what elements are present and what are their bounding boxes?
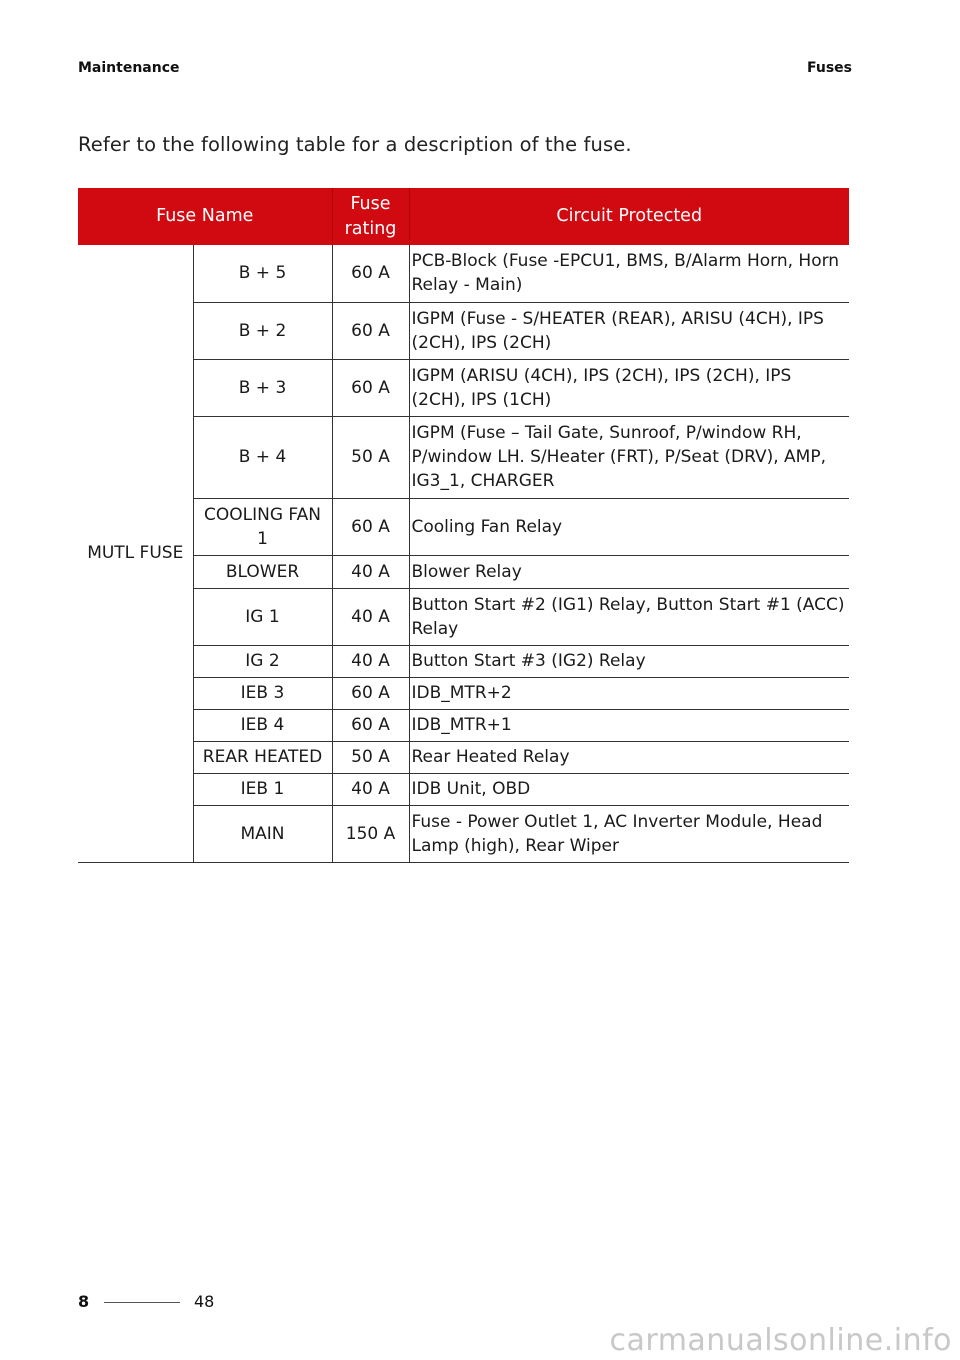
- footer-section-number: 8: [78, 1292, 90, 1311]
- fuse-rating-cell: 60 A: [332, 302, 409, 359]
- fuse-rating-cell: 60 A: [332, 245, 409, 302]
- circuit-cell: PCB-Block (Fuse -EPCU1, BMS, B/Alarm Horn, Horn Relay - Main): [409, 245, 849, 302]
- running-header-topic: Fuses: [807, 60, 852, 76]
- fuse-rating-cell: 40 A: [332, 773, 409, 805]
- intro-text: Refer to the following table for a description of the fuse.: [78, 133, 632, 156]
- table-row: [78, 302, 849, 359]
- fuse-name-cell: IG 1: [193, 588, 332, 645]
- table-header-row: [78, 188, 849, 245]
- circuit-cell: IGPM (Fuse – Tail Gate, Sunroof, P/window RH, P/window LH. S/Heater (FRT), P/Seat (DRV), AMP, IG3_1, CHARGER: [409, 416, 849, 498]
- fuse-name-cell: IG 2: [193, 645, 332, 677]
- column-header-circuit-protected: Circuit Protected: [409, 188, 849, 245]
- fuse-rating-cell: 60 A: [332, 677, 409, 709]
- circuit-cell: IGPM (Fuse - S/HEATER (REAR), ARISU (4CH), IPS (2CH), IPS (2CH): [409, 302, 849, 359]
- fuse-name-cell: IEB 1: [193, 773, 332, 805]
- fuse-name-cell: COOLING FAN 1: [193, 498, 332, 555]
- watermark: carmanualsonline.info: [609, 1323, 952, 1358]
- group-label-mutl-fuse: MUTL FUSE: [78, 245, 193, 862]
- table-row: [78, 416, 849, 498]
- fuse-name-cell: B + 2: [193, 302, 332, 359]
- footer-page-number: 48: [194, 1292, 215, 1311]
- column-header-fuse-rating: Fuse rating: [332, 188, 409, 245]
- fuse-name-cell: BLOWER: [193, 555, 332, 588]
- circuit-cell: Button Start #2 (IG1) Relay, Button Start #1 (ACC) Relay: [409, 588, 849, 645]
- fuse-name-cell: MAIN: [193, 805, 332, 862]
- footer-divider: [104, 1302, 180, 1303]
- circuit-cell: IDB_MTR+1: [409, 709, 849, 741]
- fuse-rating-cell: 60 A: [332, 709, 409, 741]
- circuit-cell: IDB Unit, OBD: [409, 773, 849, 805]
- circuit-cell: IGPM (ARISU (4CH), IPS (2CH), IPS (2CH), IPS (2CH), IPS (1CH): [409, 359, 849, 416]
- fuse-rating-cell: 50 A: [332, 416, 409, 498]
- fuse-name-cell: IEB 3: [193, 677, 332, 709]
- running-header-section: Maintenance: [78, 60, 180, 76]
- fuse-table: [78, 188, 849, 863]
- table-row: [78, 245, 849, 302]
- table-row: [78, 677, 849, 709]
- table-row: [78, 741, 849, 773]
- circuit-cell: Cooling Fan Relay: [409, 498, 849, 555]
- circuit-cell: Fuse - Power Outlet 1, AC Inverter Module, Head Lamp (high), Rear Wiper: [409, 805, 849, 862]
- table-row: [78, 805, 849, 862]
- fuse-name-cell: B + 4: [193, 416, 332, 498]
- fuse-name-cell: B + 5: [193, 245, 332, 302]
- fuse-rating-cell: 60 A: [332, 498, 409, 555]
- fuse-rating-cell: 40 A: [332, 645, 409, 677]
- fuse-name-cell: IEB 4: [193, 709, 332, 741]
- table-row: [78, 359, 849, 416]
- table-row: [78, 498, 849, 555]
- fuse-rating-cell: 150 A: [332, 805, 409, 862]
- table-row: [78, 773, 849, 805]
- fuse-rating-cell: 40 A: [332, 555, 409, 588]
- circuit-cell: Button Start #3 (IG2) Relay: [409, 645, 849, 677]
- fuse-name-cell: B + 3: [193, 359, 332, 416]
- table-row: [78, 645, 849, 677]
- circuit-cell: Rear Heated Relay: [409, 741, 849, 773]
- fuse-rating-cell: 60 A: [332, 359, 409, 416]
- column-header-fuse-name: Fuse Name: [78, 188, 332, 245]
- fuse-rating-cell: 40 A: [332, 588, 409, 645]
- table-row: [78, 709, 849, 741]
- fuse-rating-cell: 50 A: [332, 741, 409, 773]
- table-row: [78, 555, 849, 588]
- fuse-name-cell: REAR HEATED: [193, 741, 332, 773]
- table-row: [78, 588, 849, 645]
- circuit-cell: IDB_MTR+2: [409, 677, 849, 709]
- circuit-cell: Blower Relay: [409, 555, 849, 588]
